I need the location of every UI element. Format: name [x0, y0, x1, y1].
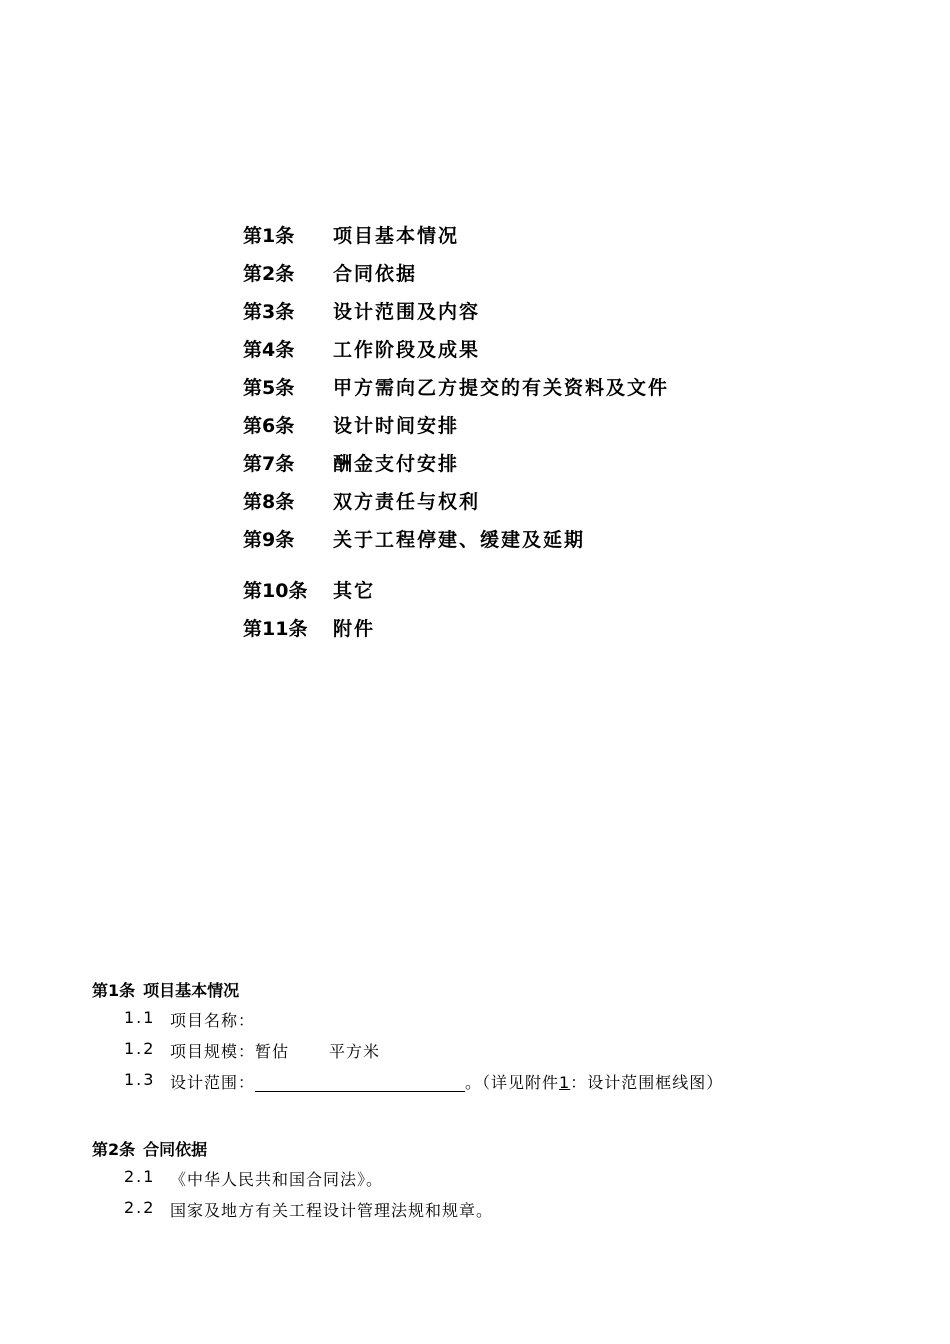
section-title: 合同依据 — [143, 1140, 208, 1159]
toc-item-title: 附件 — [333, 618, 376, 640]
toc-item-title: 甲方需向乙方提交的有关资料及文件 — [333, 377, 670, 399]
section-1 — [92, 978, 724, 1101]
clause-item — [92, 1008, 256, 1039]
scale-label: 项目规模：暂估 — [170, 1042, 290, 1061]
toc-item-title: 双方责任与权利 — [333, 491, 481, 513]
clause-number: 2.1 — [124, 1167, 156, 1186]
clause-item — [92, 1167, 384, 1198]
toc-item-number: 第10条 — [243, 580, 308, 602]
attachment-ref: 1 — [559, 1073, 571, 1092]
clause-item — [92, 1070, 724, 1101]
section-2 — [92, 1137, 494, 1229]
toc-item-title: 酬金支付安排 — [333, 453, 460, 475]
toc-item-title: 工作阶段及成果 — [333, 339, 481, 361]
toc-item-number: 第3条 — [243, 301, 295, 323]
clause-number: 1.3 — [124, 1070, 156, 1089]
clause-text — [170, 1070, 723, 1093]
scope-note-tail: ：设计范围框线图） — [570, 1073, 724, 1092]
clause-item — [92, 1039, 381, 1070]
scope-note: 。（详见附件 — [465, 1073, 560, 1092]
clause-text: 国家及地方有关工程设计管理法规和规章。 — [170, 1201, 494, 1220]
section-heading — [92, 978, 239, 1008]
toc-item-title: 合同依据 — [333, 263, 418, 285]
section-title: 项目基本情况 — [143, 981, 240, 1000]
toc-item-number: 第1条 — [243, 225, 295, 247]
section-heading — [92, 1137, 207, 1167]
toc-item-number: 第8条 — [243, 491, 295, 513]
clause-text: 项目名称： — [170, 1011, 256, 1030]
toc-item-title: 设计范围及内容 — [333, 301, 481, 323]
toc-item-number: 第9条 — [243, 529, 295, 551]
clause-text: 《中华人民共和国合同法》。 — [170, 1170, 384, 1189]
scope-label: 设计范围： — [170, 1073, 256, 1092]
toc-item-title: 设计时间安排 — [333, 415, 460, 437]
toc-item-title: 其它 — [333, 580, 376, 602]
toc-item-number: 第6条 — [243, 415, 295, 437]
fill-in-blank[interactable] — [255, 1073, 465, 1092]
toc-item-number: 第7条 — [243, 453, 295, 475]
section-number: 第2条 — [92, 1140, 136, 1159]
section-number: 第1条 — [92, 981, 136, 1000]
toc-item-title: 项目基本情况 — [333, 225, 460, 247]
clause-number: 1.1 — [124, 1008, 156, 1027]
toc-item-number: 第5条 — [243, 377, 295, 399]
clause-number: 1.2 — [124, 1039, 156, 1058]
toc-item-number: 第2条 — [243, 263, 295, 285]
unit-label: 平方米 — [329, 1042, 381, 1061]
toc-item-number: 第4条 — [243, 339, 295, 361]
clause-text — [170, 1039, 380, 1062]
toc-item-title: 关于工程停建、缓建及延期 — [333, 529, 586, 551]
toc-item-number: 第11条 — [243, 618, 308, 640]
clause-item — [92, 1198, 494, 1229]
clause-number: 2.2 — [124, 1198, 156, 1217]
